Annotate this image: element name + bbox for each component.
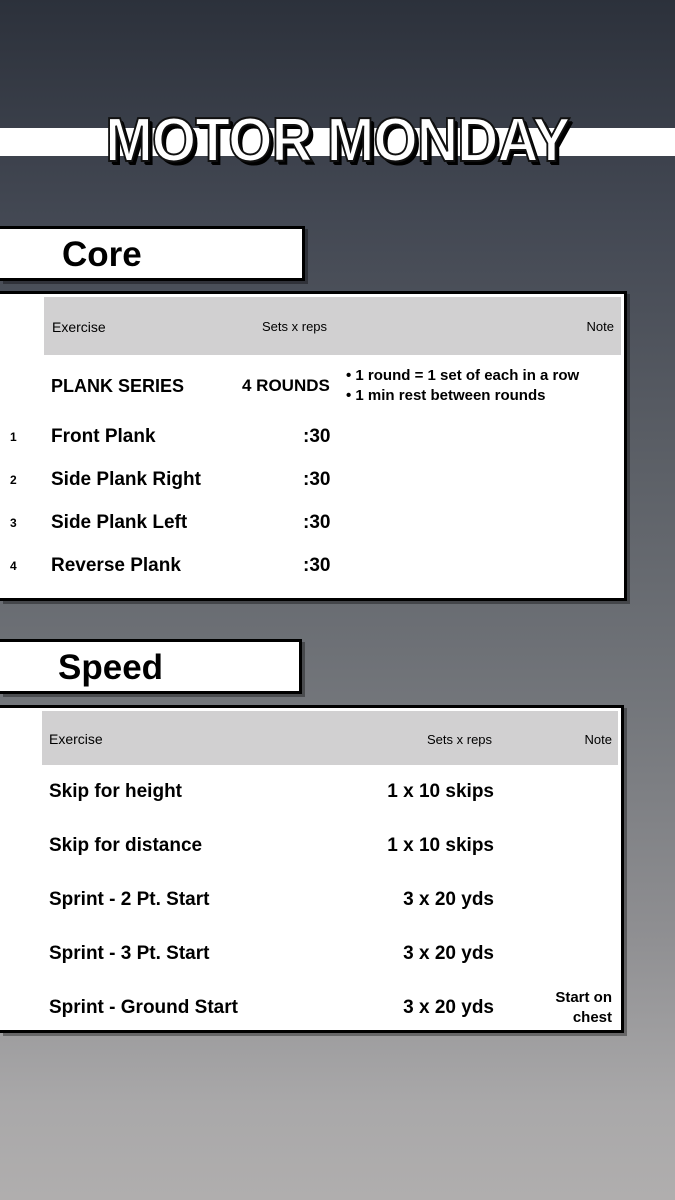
core-series-notes (346, 366, 579, 406)
speed-row-sets: 3 x 20 yds (403, 889, 494, 910)
core-row-number: 2 (10, 473, 17, 487)
core-row-exercise: Side Plank Right (51, 469, 201, 490)
speed-row-exercise: Sprint - Ground Start (49, 997, 238, 1018)
page-title-wrap (0, 105, 675, 175)
speed-row-exercise: Sprint - 3 Pt. Start (49, 943, 210, 964)
core-row-sets: :30 (303, 469, 331, 490)
core-row-number: 1 (10, 430, 17, 444)
speed-row-note: chest (572, 1009, 612, 1026)
page-title: MOTOR MONDAY (105, 105, 570, 175)
speed-row-sets: 3 x 20 yds (403, 943, 494, 964)
speed-row-exercise: Skip for height (49, 781, 182, 802)
speed-table (0, 705, 624, 1033)
speed-row-note: Start on (555, 989, 612, 1006)
core-row-sets: :30 (303, 426, 331, 447)
speed-heading: Speed (58, 648, 164, 687)
core-row-exercise: Front Plank (51, 426, 156, 447)
core-series-note: • 1 min rest between rounds (346, 386, 579, 406)
core-col-note: Note (586, 319, 614, 334)
core-series-sets: 4 ROUNDS (242, 376, 330, 395)
speed-col-note: Note (584, 732, 612, 747)
core-row-sets: :30 (303, 555, 331, 576)
core-col-exercise: Exercise (52, 319, 106, 335)
speed-heading-box (0, 639, 302, 694)
speed-col-sets: Sets x reps (427, 732, 493, 747)
speed-row-exercise: Sprint - 2 Pt. Start (49, 889, 210, 910)
core-row-exercise: Side Plank Left (51, 512, 188, 533)
core-row-number: 4 (10, 559, 17, 573)
core-row-sets: :30 (303, 512, 331, 533)
core-row-exercise: Reverse Plank (51, 555, 181, 576)
speed-row-sets: 1 x 10 skips (387, 835, 494, 856)
speed-row-exercise: Skip for distance (49, 835, 203, 856)
core-table (0, 291, 627, 601)
core-series-name: PLANK SERIES (51, 376, 185, 396)
core-table-header (44, 297, 621, 355)
core-row-number: 3 (10, 516, 17, 530)
speed-row-sets: 1 x 10 skips (387, 781, 494, 802)
core-col-sets: Sets x reps (262, 319, 328, 334)
speed-col-exercise: Exercise (49, 731, 103, 747)
core-series-note: • 1 round = 1 set of each in a row (346, 366, 579, 386)
core-heading: Core (62, 235, 142, 274)
core-heading-box (0, 226, 305, 281)
speed-table-header (42, 711, 618, 765)
speed-row-sets: 3 x 20 yds (403, 997, 494, 1018)
